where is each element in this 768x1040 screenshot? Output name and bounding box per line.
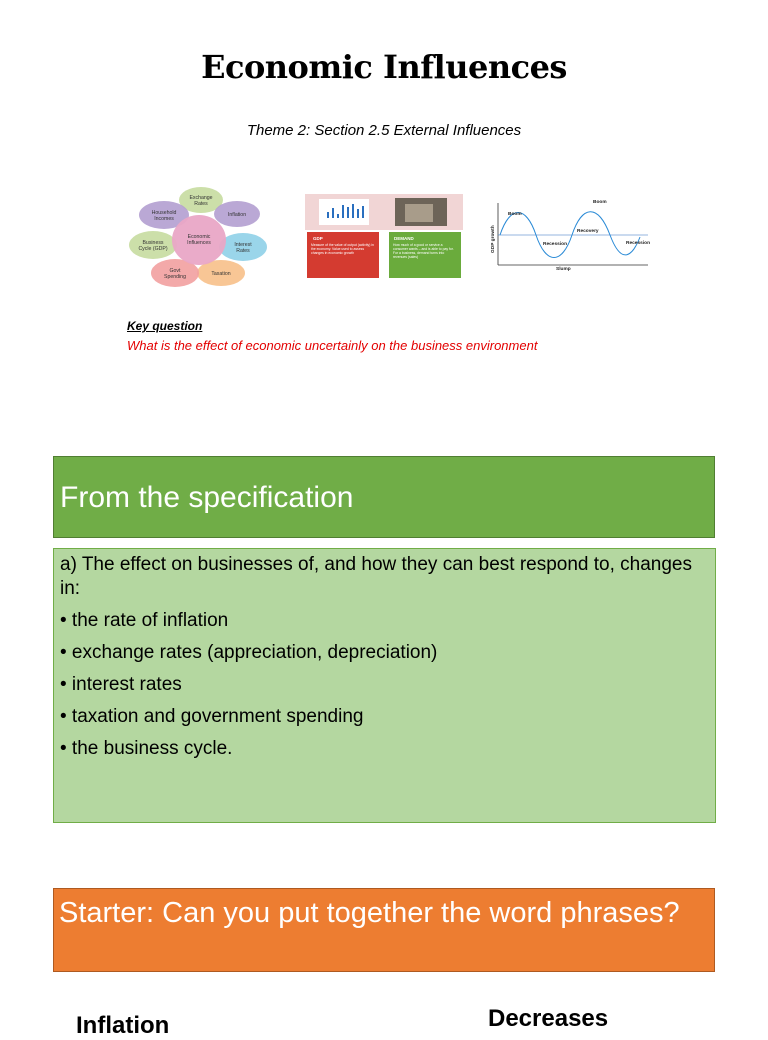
spec-bullet: • the business cycle. bbox=[60, 738, 233, 759]
business-cycle-graph bbox=[488, 195, 653, 280]
label-boom-2: Boom bbox=[593, 200, 607, 205]
label-taxation: Taxation bbox=[211, 271, 231, 277]
label-govt-2: Spending bbox=[164, 274, 186, 280]
demand-label: DEMAND bbox=[394, 236, 414, 241]
spec-bullet: • taxation and government spending bbox=[60, 706, 364, 727]
key-question-label: Key question bbox=[127, 319, 203, 333]
spec-bullet: • the rate of inflation bbox=[60, 610, 229, 631]
spec-bullet: • exchange rates (appreciation, depreciation) bbox=[60, 642, 438, 663]
center-label-2: Influences bbox=[187, 240, 211, 246]
cycle-curve bbox=[500, 212, 640, 258]
label-business-2: Cycle (GDP) bbox=[138, 246, 168, 252]
gdp-demand-thumbnail bbox=[305, 194, 463, 282]
label-recession-1: Recession bbox=[543, 242, 567, 247]
label-exchange-2: Rates bbox=[194, 201, 208, 207]
center-label-1: Economic bbox=[187, 234, 211, 240]
demand-text: How much of a good or service a consumer wants – and is able to pay for. For a business, demand turns into revenues (sales) bbox=[393, 243, 454, 259]
word-inflation[interactable]: Inflation bbox=[76, 1012, 170, 1039]
page-subtitle: Theme 2: Section 2.5 External Influences bbox=[246, 122, 522, 139]
spec-bullet: • interest rates bbox=[60, 674, 182, 695]
label-slump: Slump bbox=[556, 267, 571, 272]
label-household-1: Household bbox=[151, 210, 177, 216]
label-recession-2: Recession bbox=[626, 241, 650, 246]
label-recovery: Recovery bbox=[577, 229, 599, 234]
specification-box bbox=[53, 548, 716, 823]
label-exchange-1: Exchange bbox=[189, 195, 213, 201]
label-household-2: Incomes bbox=[154, 216, 174, 222]
label-interest-1: Interest bbox=[234, 242, 252, 248]
ylabel: GDP growth bbox=[491, 225, 496, 253]
key-question-text: What is the effect of economic uncertainly on the business environment bbox=[127, 338, 538, 353]
label-interest-2: Rates bbox=[236, 248, 250, 254]
label-boom-1: Boom bbox=[508, 212, 522, 217]
word-decreases[interactable]: Decreases bbox=[488, 1005, 609, 1032]
gdp-label: GDP bbox=[313, 236, 323, 241]
page-title: Economic Influences bbox=[201, 48, 567, 86]
spec-intro: a) The effect on businesses of, and how they can best respond to, changes in: bbox=[60, 554, 692, 599]
economic-influences-diagram bbox=[125, 180, 275, 290]
starter-heading: Starter: Can you put together the word phrases? bbox=[53, 888, 715, 972]
label-business-1: Business bbox=[142, 240, 164, 246]
label-inflation: Inflation bbox=[227, 212, 247, 218]
label-govt-1: Govt bbox=[169, 268, 181, 274]
gdp-text: Measure of the value of output (activity) in the economy. Value used to assess changes in economic growth bbox=[311, 243, 374, 255]
specification-heading: From the specification bbox=[53, 456, 715, 538]
